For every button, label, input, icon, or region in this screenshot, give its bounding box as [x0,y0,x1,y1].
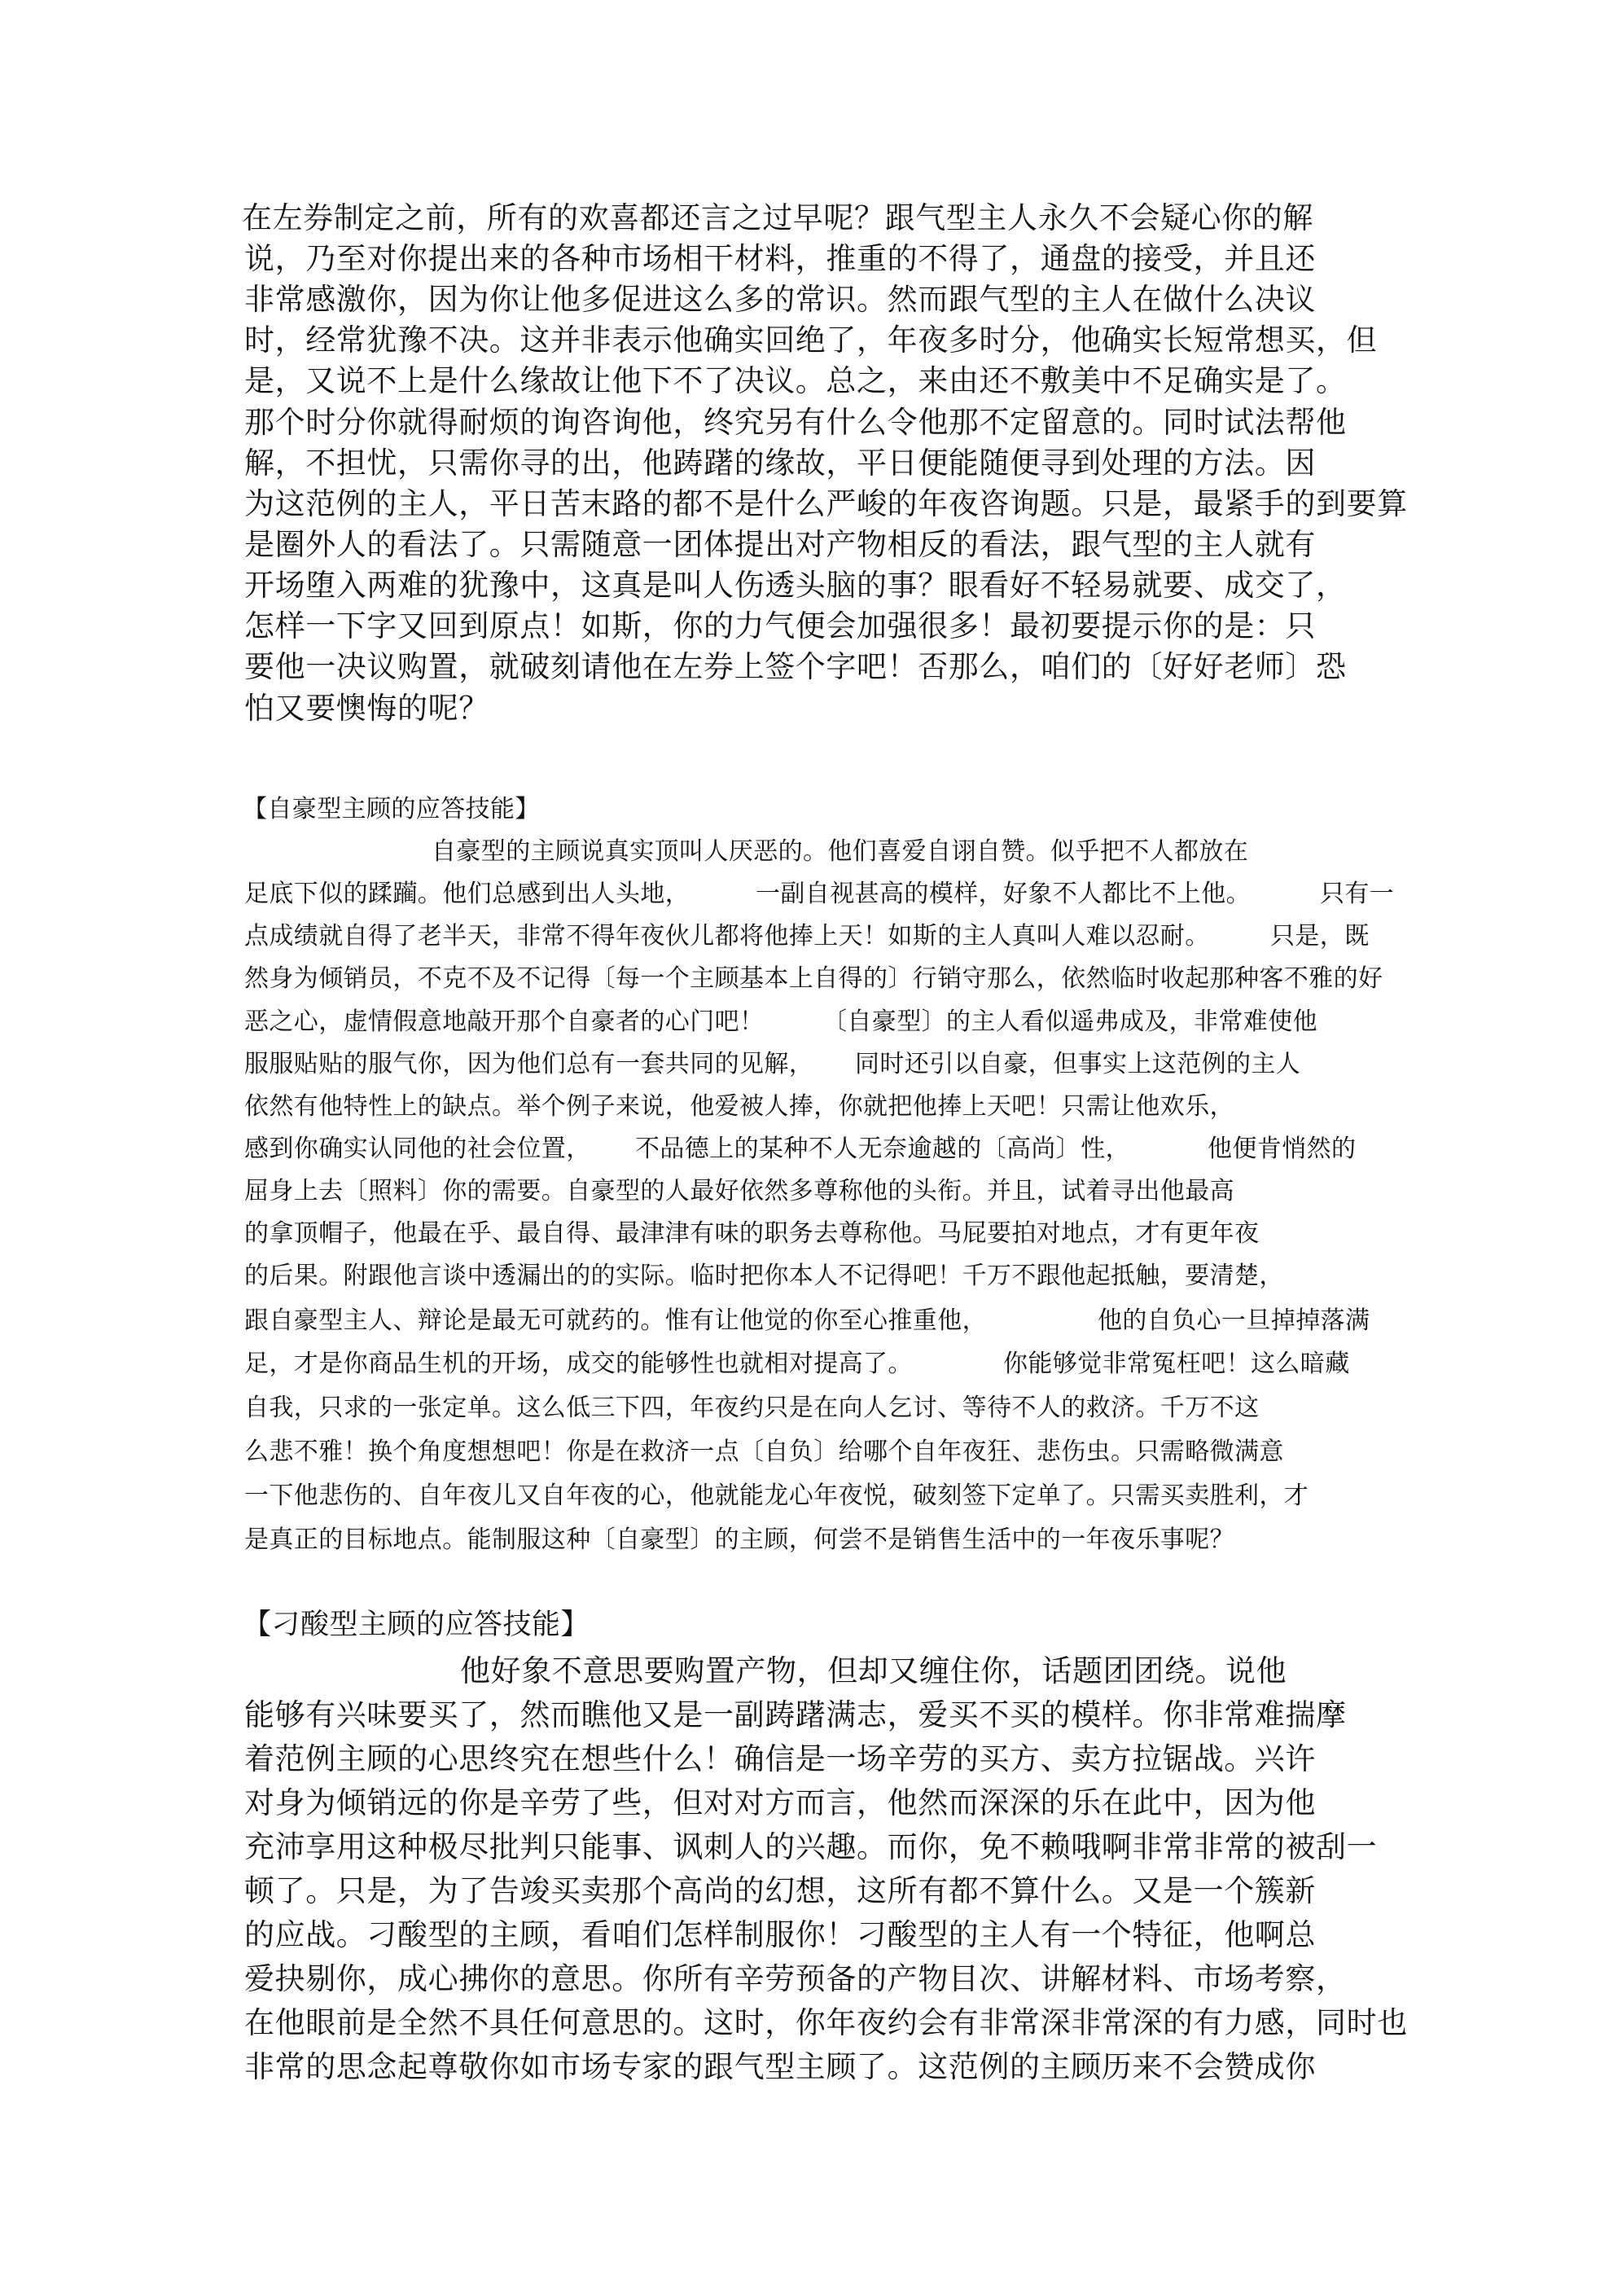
paragraph-line: 一副自视甚高的模样，好象不人都比不上他。 [756,880,1251,908]
paragraph-line: 怕又要懊悔的呢？ [244,691,489,726]
paragraph-line: 怎样一下字又回到原点！如斯，你的力气便会加强很多！最初要提示你的是：只 [244,608,1316,643]
paragraph-line: 依然有他特性上的缺点。举个例子来说，他爱被人捧，你就把他捧上天吧！只需让他欢乐， [244,1092,1234,1121]
paragraph-line: 跟自豪型主人、辩论是最无可就药的。惟有让他觉的你至心推重他， [244,1306,987,1335]
paragraph-line: 的应战。刁酸型的主顾，看咱们怎样制服你！刁酸型的主人有一个特征，他啊总 [244,1917,1316,1952]
paragraph-line: 着范例主顾的心思终究在想些什么！确信是一场辛劳的买方、卖方拉锯战。兴许 [244,1741,1316,1776]
paragraph-line: 恶之心，虚情假意地敲开那个自豪者的心门吧！ [244,1008,765,1036]
paragraph-line: 非常的思念起尊敬你如市场专家的跟气型主顾了。这范例的主顾历来不会赞成你 [244,2049,1316,2084]
paragraph-line: 说，乃至对你提出来的各种市场相干材料，推重的不得了，通盘的接受，并且还 [244,241,1316,276]
paragraph-line: 那个时分你就得耐烦的询咨询他，终究另有什么令他那不定留意的。同时试法帮他 [244,405,1347,440]
paragraph-line: 自豪型的主顾说真实顶叫人厌恶的。他们喜爱自诩自赞。似乎把不人都放在 [432,837,1249,866]
paragraph-line: 不品德上的某种不人无奈逾越的〔高尚〕性， [635,1135,1130,1163]
paragraph-line: 感到你确实认同他的社会位置， [244,1135,591,1163]
paragraph-line: 能够有兴味要买了，然而瞧他又是一副踌躇满志，爱买不买的模样。你非常难揣摩 [244,1697,1347,1732]
paragraph-line: 么悲不雅！换个角度想想吧！你是在救济一点〔自负〕给哪个自年夜狂、悲伤虫。只需略微满意 [244,1438,1284,1466]
paragraph-line: 时，经常犹豫不决。这并非表示他确实回绝了，年夜多时分，他确实长短常想买，但 [244,323,1378,358]
paragraph-line: 你能够觉非常冤枉吧！这么暗藏 [1003,1350,1350,1378]
paragraph-line: 解，不担忧，只需你寻的出，他踌躇的缘故，平日便能随便寻到处理的方法。因 [244,446,1316,481]
paragraph-line: 他的自负心一旦掉掉落满 [1098,1306,1370,1335]
paragraph-line: 足，才是你商品生机的开场，成交的能够性也就相对提高了。 [244,1350,913,1378]
paragraph-line: 〔自豪型〕的主人看似遥弗成及，非常难使他 [822,1008,1317,1036]
paragraph-line: 只有一 [1320,880,1395,908]
paragraph-line: 然身为倾销员，不克不及不记得〔每一个主顾基本上自得的〕行销守那么，依然临时收起那种客不雅的好 [244,964,1383,993]
paragraph-line: 只是，既 [1270,922,1370,950]
paragraph-line: 是，又说不上是什么缘故让他下不了决议。总之，来由还不敷美中不足确实是了。 [244,363,1347,398]
paragraph-line: 点成绩就自得了老半天，非常不得年夜伙儿都将他捧上天！如斯的主人真叫人难以忍耐。 [244,922,1210,950]
paragraph-line: 为这范例的主人，平日苦末路的都不是什么严峻的年夜咨询题。只是，最紧手的到要算 [244,486,1408,521]
paragraph-line: 在左券制定之前，所有的欢喜都还言之过早呢？跟气型主人永久不会疑心你的解 [242,200,1313,235]
paragraph-line: 屈身上去〔照料〕你的需要。自豪型的人最好依然多尊称他的头衔。并且，试着寻出他最高 [244,1177,1234,1205]
paragraph-line: 同时还引以自豪，但事实上这范例的主人 [855,1050,1301,1078]
paragraph-line: 非常感激你，因为你让他多促进这么多的常识。然而跟气型的主人在做什么决议 [244,282,1316,317]
paragraph-line: 爱抉剔你，成心拂你的意思。你所有辛劳预备的产物目次、讲解材料、市场考察， [244,1961,1347,1996]
paragraph-line: 是圈外人的看法了。只需随意一团体提出对产物相反的看法，跟气型的主人就有 [244,527,1316,562]
paragraph-line: 开场堕入两难的犹豫中，这真是叫人伤透头脑的事？眼看好不轻易就要、成交了， [244,568,1347,603]
paragraph-line: 服服贴贴的服气你，因为他们总有一套共同的见解， [244,1050,814,1078]
paragraph-line: 对身为倾销远的你是辛劳了些，但对对方而言，他然而深深的乐在此中，因为他 [244,1785,1316,1820]
paragraph-line: 自我，只求的一张定单。这么低三下四，年夜约只是在向人乞讨、等待不人的救济。千万不这 [244,1394,1260,1422]
section-heading: 【刁酸型主顾的应答技能】 [243,1609,590,1641]
paragraph-line: 顿了。只是，为了告竣买卖那个高尚的幻想，这所有都不算什么。又是一个簇新 [244,1873,1316,1908]
paragraph-line: 充沛享用这种极尽批判只能事、讽刺人的兴趣。而你，免不赖哦啊非常非常的被刮一 [244,1829,1378,1864]
paragraph-line: 在他眼前是全然不具任何意思的。这时，你年夜约会有非常深非常深的有力感，同时也 [244,2005,1408,2040]
section-heading: 【自豪型主顾的应答技能】 [243,795,540,823]
paragraph-line: 要他一决议购置，就破刻请他在左券上签个字吧！否那么，咱们的〔好好老师〕恐 [244,649,1347,684]
paragraph-line: 的拿顶帽子，他最在乎、最自得、最津津有味的职务去尊称他。马屁要拍对地点，才有更年夜 [244,1219,1260,1248]
paragraph-line: 的后果。附跟他言谈中透漏出的的实际。临时把你本人不记得吧！千万不跟他起抵触，要清楚， [244,1262,1284,1290]
paragraph-line: 他好象不意思要购置产物，但却又缠住你，话题团团绕。说他 [460,1653,1287,1688]
paragraph-line: 足底下似的蹂躏。他们总感到出人头地， [244,880,690,908]
paragraph-line: 是真正的目标地点。能制服这种〔自豪型〕的主顾，何尝不是销售生活中的一年夜乐事呢？ [244,1526,1234,1554]
paragraph-line: 一下他悲伤的、自年夜儿又自年夜的心，他就能龙心年夜悦，破刻签下定单了。只需买卖胜利，才 [244,1482,1309,1510]
paragraph-line: 他便肯悄然的 [1208,1135,1357,1163]
